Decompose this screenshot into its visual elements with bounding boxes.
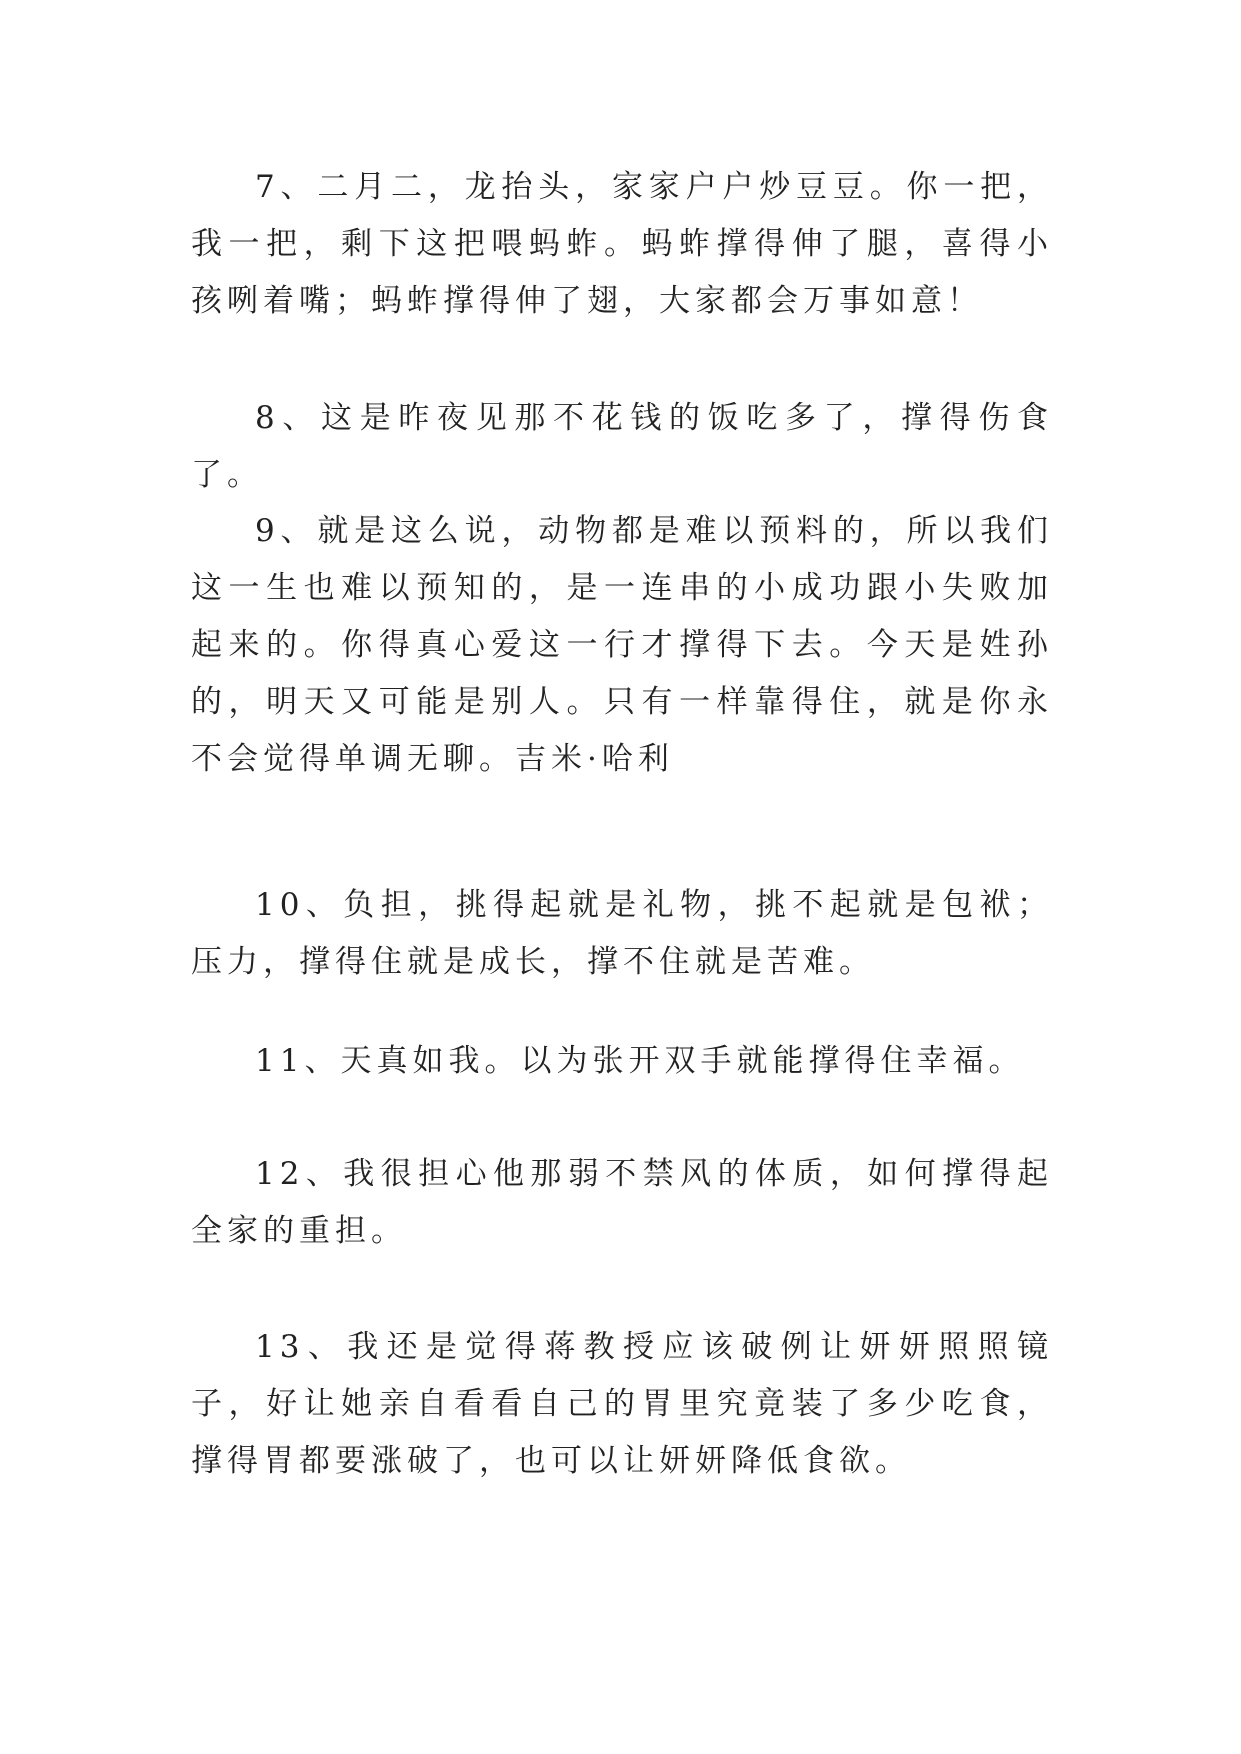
paragraph-13: 13、我还是觉得蒋教授应该破例让妍妍照照镜子，好让她亲自看看自己的胃里究竟装了多少吃食，撑得胃都要涨破了，也可以让妍妍降低食欲。 bbox=[191, 1329, 1053, 1479]
paragraph-9: 9、就是这么说，动物都是难以预料的，所以我们这一生也难以预知的，是一连串的小成功跟小失败加起来的。你得真心爱这一行才撑得下去。今天是姓孙的，明天又可能是别人。只有一样靠得住，就是你永不会觉得单调无聊。吉米·哈利 bbox=[191, 513, 1053, 777]
paragraph-7: 7、二月二，龙抬头，家家户户炒豆豆。你一把，我一把，剩下这把喂蚂蚱。蚂蚱撑得伸了腿，喜得小孩咧着嘴；蚂蚱撑得伸了翅，大家都会万事如意！ bbox=[191, 169, 1053, 319]
paragraph-12: 12、我很担心他那弱不禁风的体质，如何撑得起全家的重担。 bbox=[191, 1156, 1053, 1249]
paragraph-8: 8、这是昨夜见那不花钱的饭吃多了，撑得伤食了。 bbox=[191, 400, 1053, 493]
paragraph-11: 11、天真如我。以为张开双手就能撑得住幸福。 bbox=[255, 1043, 1025, 1079]
paragraph-10: 10、负担，挑得起就是礼物，挑不起就是包袱；压力，撑得住就是成长，撑不住就是苦难。 bbox=[191, 887, 1053, 980]
